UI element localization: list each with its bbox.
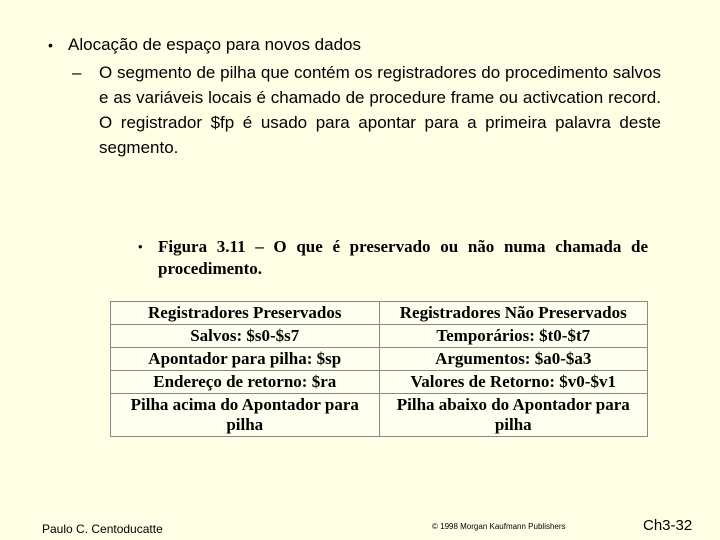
table-header-row — [111, 302, 648, 325]
figure-caption-text: Figura 3.11 – O que é preservado ou não numa chamada de procedimento. — [158, 237, 648, 278]
header-preserved: Registradores Preservados — [111, 302, 380, 325]
sub-bullet-text: O segmento de pilha que contém os registradores do procedimento salvos e as variáveis locais é chamado de procedure frame ou activcation record. O registrador $fp é usado para apontar para a primeira palavra deste segmento. — [99, 63, 661, 157]
table-row — [111, 325, 648, 348]
table-cell: Argumentos: $a0-$a3 — [379, 348, 648, 371]
caption-bullet-icon: • — [138, 239, 143, 254]
table-cell: Temporários: $t0-$t7 — [379, 325, 648, 348]
table-cell: Pilha abaixo do Apontador para pilha — [379, 394, 648, 437]
table-cell: Apontador para pilha: $sp — [111, 348, 380, 371]
table-cell: Endereço de retorno: $ra — [111, 371, 380, 394]
table-row — [111, 371, 648, 394]
table-row — [111, 348, 648, 371]
page-number: Ch3-32 — [643, 517, 693, 534]
footer-copyright: © 1998 Morgan Kaufmann Publishers — [432, 522, 566, 531]
table-row — [111, 394, 648, 437]
bullet-dot-icon: • — [48, 37, 53, 53]
table-cell: Pilha acima do Apontador para pilha — [111, 394, 380, 437]
header-not-preserved: Registradores Não Preservados — [379, 302, 648, 325]
registers-table — [110, 301, 648, 437]
table-cell: Salvos: $s0-$s7 — [111, 325, 380, 348]
sub-bullet-marker: – — [72, 63, 82, 82]
table-cell: Valores de Retorno: $v0-$v1 — [379, 371, 648, 394]
main-bullet-text: Alocação de espaço para novos dados — [68, 35, 361, 54]
footer-author: Paulo C. Centoducatte — [42, 522, 163, 536]
